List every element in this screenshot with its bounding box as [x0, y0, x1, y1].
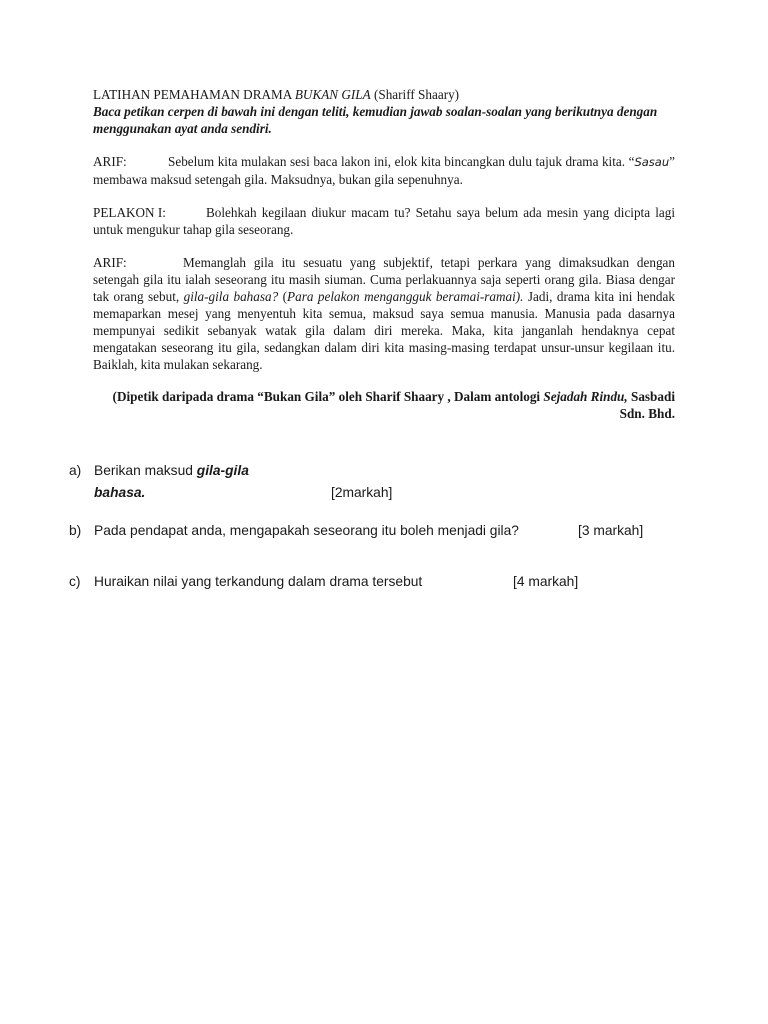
anthology-title: Sejadah Rindu,: [543, 389, 628, 404]
question-text: Huraikan nilai yang terkandung dalam drama tersebut: [94, 574, 423, 589]
dialogue-arif-1: [93, 153, 675, 188]
dialogue-text: Bolehkah kegilaan diukur macam tu? Setahu saya belum ada mesin yang dicipta lagi untuk mengukur tahap gila seseorang.: [93, 205, 675, 237]
question-term: gila-gila: [196, 463, 249, 478]
marks-label: [4 markah]: [513, 574, 579, 589]
publisher: Sasbadi Sdn. Bhd.: [619, 389, 675, 421]
question-text: Berikan maksud: [94, 463, 197, 478]
open-paren: (: [278, 289, 288, 304]
dialogue-arif-2: [93, 254, 675, 373]
italic-phrase: gila-gila bahasa?: [183, 289, 279, 304]
question-letter: b): [69, 523, 82, 538]
speaker-label: ARIF:: [93, 255, 127, 270]
marks-label: [3 markah]: [578, 523, 644, 538]
question-letter: a): [69, 463, 82, 478]
dialogue-text: Jadi, drama kita ini hendak memaparkan mesej yang menyentuh kita semua, maksud saya semua manusia. Manusia pada dasarnya mempunyai sedikit sebanyak watak gila dalam diri mereka. Maka, kita janganlah hendaknya cepat mengatakan seseorang itu gila, sedangkan dalam diri kita masing-masing terdapat unsur-unsur kegilaan itu. Baiklah, kita mulakan sekarang.: [93, 289, 675, 372]
sasau-word: Sasau: [634, 155, 670, 169]
speaker-label: PELAKON I:: [93, 205, 166, 220]
question-c: [69, 572, 669, 592]
question-term-line2: bahasa.: [94, 485, 146, 500]
dialogue-text: Sebelum kita mulakan sesi baca lakon ini, elok kita bincangkan dulu tajuk drama kita. “: [168, 154, 635, 169]
title-author: (Shariff Shaary): [370, 87, 460, 102]
questions-section: [69, 461, 669, 592]
title-prefix: LATIHAN PEMAHAMAN DRAMA: [93, 87, 295, 102]
citation-text: (Dipetik daripada drama “Bukan Gila” oleh Sharif Shaary , Dalam antologi: [112, 389, 544, 404]
dialogue-pelakon-1: [93, 204, 675, 238]
dialogue-text: ” membawa maksud setengah gila. Maksudnya, bukan gila sepenuhnya.: [93, 154, 675, 187]
question-letter: c): [69, 574, 81, 589]
speaker-label: ARIF:: [93, 154, 127, 169]
question-a: [69, 461, 669, 507]
instructions: Baca petikan cerpen di bawah ini dengan teliti, kemudian jawab soalan-soalan yang berikutnya dengan menggunakan ayat anda sendiri.: [93, 104, 658, 136]
drama-name: BUKAN GILA: [294, 87, 371, 102]
marks-label: [2markah]: [331, 485, 393, 500]
page-title: [93, 86, 675, 103]
stage-direction: Para pelakon mengangguk beramai-ramai).: [287, 289, 524, 304]
question-text: Pada pendapat anda, mengapakah seseorang itu boleh menjadi gila?: [94, 523, 519, 538]
dialogue-text: Memanglah gila itu sesuatu yang subjektif, tetapi perkara yang dimaksudkan dengan setengah gila itu ialah seseorang itu masih siuman. Cuma perlakuannya saja seperti orang gila. Biasa dengar tak orang sebut,: [93, 255, 675, 304]
passage-section: [93, 86, 675, 422]
question-b: [69, 521, 669, 541]
citation: [93, 388, 675, 422]
